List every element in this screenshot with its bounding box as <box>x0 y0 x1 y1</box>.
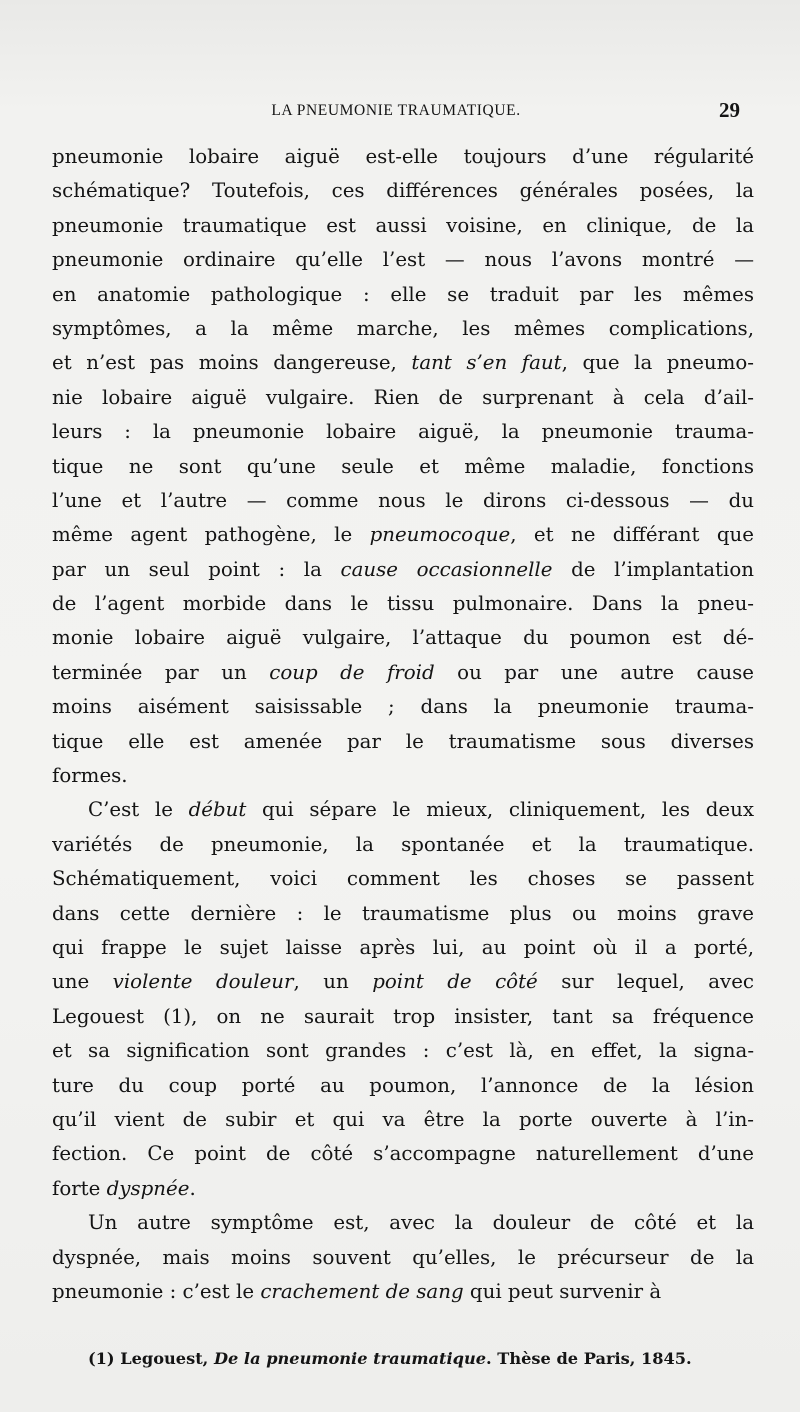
text-segment: par un seul point : la <box>52 557 341 581</box>
text-segment: qu’il vient de subir et qui va être la porte ouverte à l’in- <box>52 1107 754 1131</box>
text-segment: fection. Ce point de côté s’accompagne naturellement d’une <box>52 1142 754 1166</box>
text-line <box>52 793 754 827</box>
text-segment: de l’implantation <box>552 557 754 581</box>
text-segment: C’est le <box>88 798 189 822</box>
text-segment: dans cette dernière : le traumatisme plus ou moins grave <box>52 901 754 925</box>
text-line <box>52 621 754 655</box>
text-line <box>52 1137 754 1171</box>
text-segment: qui peut survenir à <box>463 1279 662 1303</box>
text-segment: pneumonie : c’est le <box>52 1279 261 1303</box>
text-line <box>52 1172 754 1206</box>
text-segment: pneumonie traumatique est aussi voisine, en clinique, de la <box>52 213 754 237</box>
italic-phrase: coup de froid <box>269 660 435 684</box>
text-segment: moins aisément saisissable ; dans la pneumonie trauma- <box>52 695 754 719</box>
text-segment: schématique? Toutefois, ces différences générales posées, la <box>52 179 754 203</box>
text-segment: monie lobaire aiguë vulgaire, l’attaque du poumon est dé- <box>52 626 754 650</box>
text-line <box>52 862 754 896</box>
footnote <box>88 1349 738 1368</box>
footnote-rest: . Thèse de Paris, 1845. <box>486 1349 692 1368</box>
italic-phrase: pneumocoque <box>369 523 511 547</box>
text-line <box>52 243 754 277</box>
text-line <box>52 415 754 449</box>
text-segment: et sa signification sont grandes : c’est là, en effet, la signa- <box>52 1039 754 1063</box>
text-line <box>52 931 754 965</box>
text-segment: qui frappe le sujet laisse après lui, au point où il a porté, <box>52 935 754 959</box>
text-line <box>52 484 754 518</box>
text-line <box>52 209 754 243</box>
running-title: LA PNEUMONIE TRAUMATIQUE. <box>271 102 521 119</box>
text-line <box>52 1000 754 1034</box>
text-line <box>52 312 754 346</box>
text-line <box>52 1275 754 1309</box>
text-segment: nie lobaire aiguë vulgaire. Rien de surprenant à cela d’ail- <box>52 385 754 409</box>
text-segment: tique ne sont qu’une seule et même maladie, fonctions <box>52 454 754 478</box>
text-line <box>52 450 754 484</box>
text-segment: tique elle est amenée par le traumatisme sous diverses <box>52 729 754 753</box>
text-segment: une <box>52 970 113 994</box>
text-line <box>52 1103 754 1137</box>
text-line <box>52 656 754 690</box>
text-segment: symptômes, a la même marche, les mêmes complications, <box>52 316 754 340</box>
text-line <box>52 518 754 552</box>
text-segment: , que la pneumo- <box>561 351 754 375</box>
text-line <box>52 897 754 931</box>
footnote-marker: (1) Legouest, <box>88 1349 214 1368</box>
page-number: 29 <box>719 98 740 122</box>
text-segment: leurs : la pneumonie lobaire aiguë, la pneumonie trauma- <box>52 420 754 444</box>
page-header <box>52 98 740 128</box>
text-line <box>52 1069 754 1103</box>
text-line <box>52 346 754 380</box>
text-segment: pneumonie ordinaire qu’elle l’est — nous l’avons montré — <box>52 248 754 272</box>
text-line <box>52 1206 754 1240</box>
text-line <box>52 174 754 208</box>
text-line <box>52 1241 754 1275</box>
text-segment: qui sépare le mieux, cliniquement, les deux <box>246 798 754 822</box>
text-line <box>52 1034 754 1068</box>
text-segment: variétés de pneumonie, la spontanée et la traumatique. <box>52 832 754 856</box>
text-line <box>52 965 754 999</box>
text-line <box>52 381 754 415</box>
text-segment: terminée par un <box>52 660 270 684</box>
italic-phrase: point de côté <box>372 970 538 994</box>
text-segment: ou par une autre cause <box>434 660 754 684</box>
text-segment: en anatomie pathologique : elle se traduit par les mêmes <box>52 282 754 306</box>
text-segment: formes. <box>52 764 128 788</box>
text-segment: Schématiquement, voici comment les choses se passent <box>52 867 754 891</box>
text-line <box>52 725 754 759</box>
text-segment: ture du coup porté au poumon, l’annonce de la lésion <box>52 1073 754 1097</box>
text-segment: sur lequel, avec <box>537 970 754 994</box>
body-text <box>52 140 754 1309</box>
text-segment: dyspnée, mais moins souvent qu’elles, le précurseur de la <box>52 1245 754 1269</box>
text-segment: même agent pathogène, le <box>52 523 370 547</box>
text-line <box>52 759 754 793</box>
text-segment: Legouest (1), on ne saurait trop insister, tant sa fréquence <box>52 1004 754 1028</box>
text-segment: . <box>189 1176 196 1200</box>
text-line <box>52 553 754 587</box>
italic-phrase: crachement de sang <box>260 1279 464 1303</box>
text-segment: l’une et l’autre — comme nous le dirons ci-dessous — du <box>52 488 754 512</box>
italic-phrase: dyspnée <box>106 1176 190 1200</box>
italic-phrase: début <box>188 798 247 822</box>
text-segment: , et ne différant que <box>510 523 754 547</box>
italic-phrase: tant s’en faut <box>411 351 562 375</box>
text-line <box>52 278 754 312</box>
text-line <box>52 587 754 621</box>
italic-phrase: cause occasionnelle <box>340 557 553 581</box>
text-segment: forte <box>52 1176 107 1200</box>
text-line <box>52 828 754 862</box>
footnote-title: De la pneumonie traumatique <box>213 1349 487 1368</box>
italic-phrase: violente douleur <box>112 970 294 994</box>
text-segment: pneumonie lobaire aiguë est-elle toujours d’une régularité <box>52 145 754 168</box>
text-segment: de l’agent morbide dans le tissu pulmonaire. Dans la pneu- <box>52 592 754 616</box>
text-segment: , un <box>293 970 373 994</box>
text-segment: Un autre symptôme est, avec la douleur de côté et la <box>88 1211 754 1235</box>
text-line <box>52 690 754 724</box>
text-line <box>52 140 754 174</box>
text-segment: et n’est pas moins dangereuse, <box>52 351 412 375</box>
